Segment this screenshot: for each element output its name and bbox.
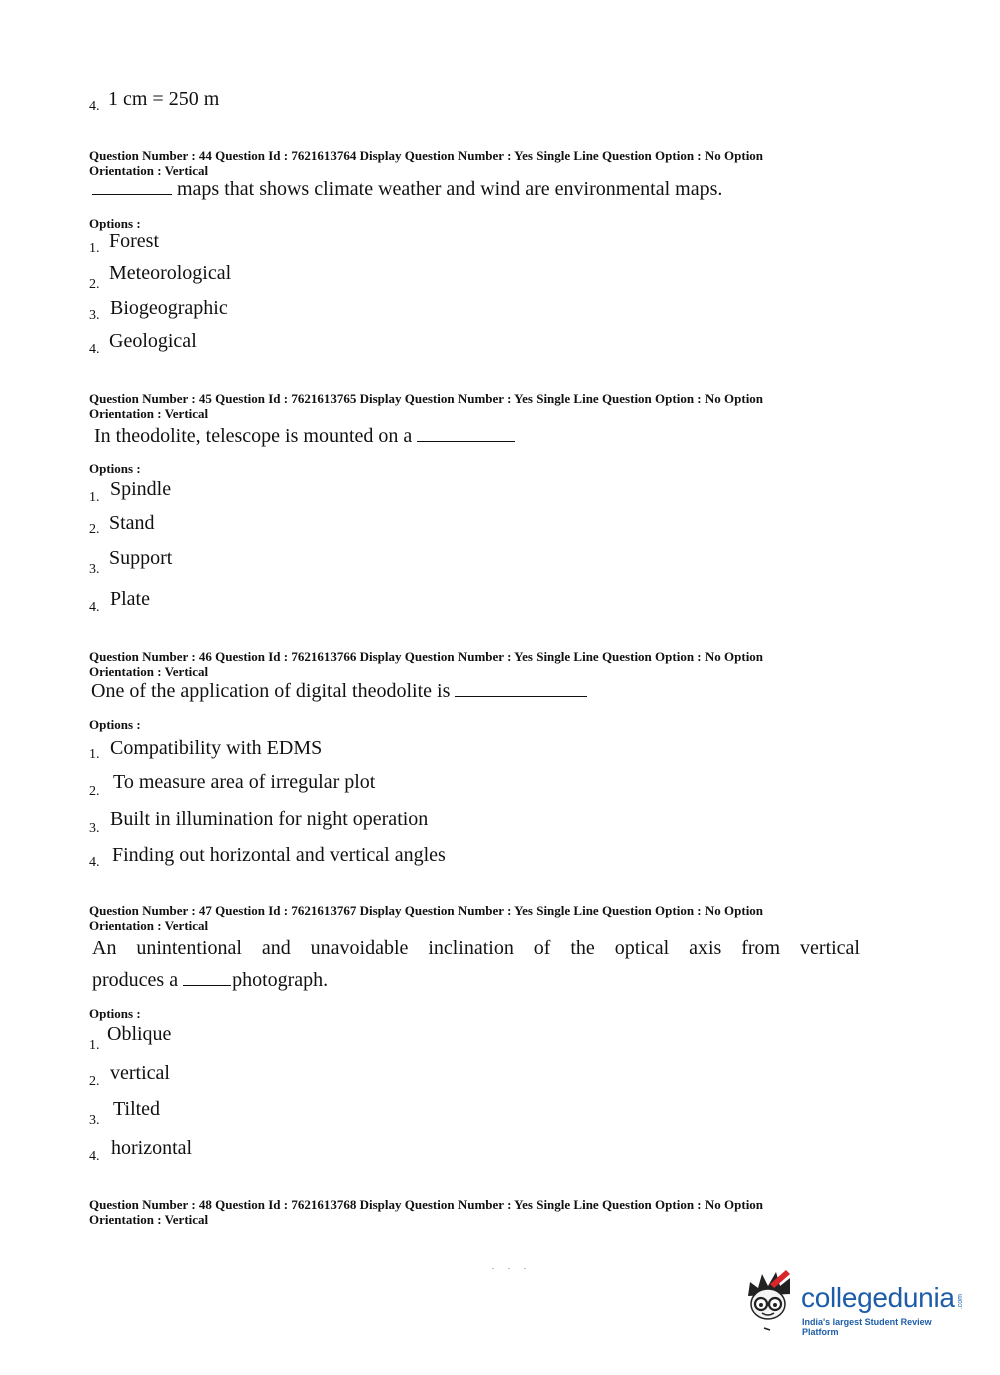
- option-number: 1.: [89, 490, 100, 505]
- options-label: Options :: [89, 216, 141, 231]
- option-text: Geological: [109, 330, 197, 352]
- option-text: Built in illumination for night operation: [110, 808, 429, 830]
- option-text: Plate: [110, 588, 150, 610]
- brand-suffix: .com: [957, 1294, 964, 1310]
- option-text: vertical: [110, 1062, 170, 1084]
- option-text: horizontal: [111, 1137, 193, 1159]
- option-number: 3.: [89, 562, 100, 577]
- blank-line: [92, 177, 172, 195]
- option-number: 2.: [89, 1074, 100, 1089]
- question-44-text: maps that shows climate weather and wind are environmental maps.: [92, 177, 722, 201]
- collegedunia-logo: [740, 1268, 970, 1338]
- option-text: Spindle: [110, 478, 172, 500]
- question-45-text: In theodolite, telescope is mounted on a: [94, 424, 515, 448]
- question-46-meta: Question Number : 46 Question Id : 7621613766 Display Question Number : Yes Single Line Question Option : No Option Orientation : Vertical: [89, 649, 764, 679]
- option-number: 4.: [89, 855, 100, 870]
- question-48-meta: Question Number : 48 Question Id : 7621613768 Display Question Number : Yes Single Line Question Option : No Option Orientation : Vertical: [89, 1197, 764, 1227]
- option-number: 2.: [89, 784, 100, 799]
- option-number: 4.: [89, 600, 100, 615]
- question-47-text-line2: produces a photograph.: [92, 969, 329, 991]
- question-47-meta: Question Number : 47 Question Id : 7621613767 Display Question Number : Yes Single Line Question Option : No Option Orientation : Vertical: [89, 903, 764, 933]
- option-text: Oblique: [107, 1023, 172, 1045]
- option-number: 1.: [89, 1038, 100, 1053]
- option-text: Support: [109, 547, 173, 569]
- prev-option-text: 1 cm = 250 m: [108, 88, 220, 110]
- blank-line: [455, 679, 587, 697]
- option-text: Biogeographic: [110, 297, 228, 319]
- option-number: 1.: [89, 241, 100, 256]
- option-number: 3.: [89, 821, 100, 836]
- blank-line: [183, 968, 231, 986]
- option-text: To measure area of irregular plot: [113, 771, 376, 793]
- options-label: Options :: [89, 717, 141, 732]
- option-text: Finding out horizontal and vertical angles: [112, 844, 446, 866]
- option-number: 3.: [89, 1113, 100, 1128]
- brand-name: collegedunia: [801, 1282, 955, 1313]
- blank-line: [417, 424, 515, 442]
- option-number: 3.: [89, 308, 100, 323]
- option-number: 4.: [89, 1149, 100, 1164]
- option-text: Meteorological: [109, 262, 232, 284]
- scan-artifact-dots: . . .: [492, 1262, 532, 1271]
- option-number: 1.: [89, 747, 100, 762]
- question-45-meta: Question Number : 45 Question Id : 7621613765 Display Question Number : Yes Single Line Question Option : No Option Orientation : Vertical: [89, 391, 764, 421]
- option-text: Stand: [109, 512, 155, 534]
- brand-tagline: India's largest Student Review Platform: [802, 1317, 932, 1337]
- question-46-text: One of the application of digital theodolite is: [91, 679, 587, 703]
- question-47-text-line1: An unintentional and unavoidable inclination of the optical axis from vertical: [92, 937, 860, 959]
- option-number: 2.: [89, 522, 100, 537]
- option-number: 4.: [89, 342, 100, 357]
- prev-option-number: 4.: [89, 99, 100, 114]
- option-text: Compatibility with EDMS: [110, 737, 323, 759]
- options-label: Options :: [89, 1006, 141, 1021]
- option-number: 2.: [89, 277, 100, 292]
- question-44-meta: Question Number : 44 Question Id : 7621613764 Display Question Number : Yes Single Line Question Option : No Option Orientation : Vertical: [89, 148, 764, 178]
- options-label: Options :: [89, 461, 141, 476]
- mascot-icon: [740, 1268, 800, 1338]
- option-text: Tilted: [113, 1098, 161, 1120]
- option-text: Forest: [109, 230, 159, 252]
